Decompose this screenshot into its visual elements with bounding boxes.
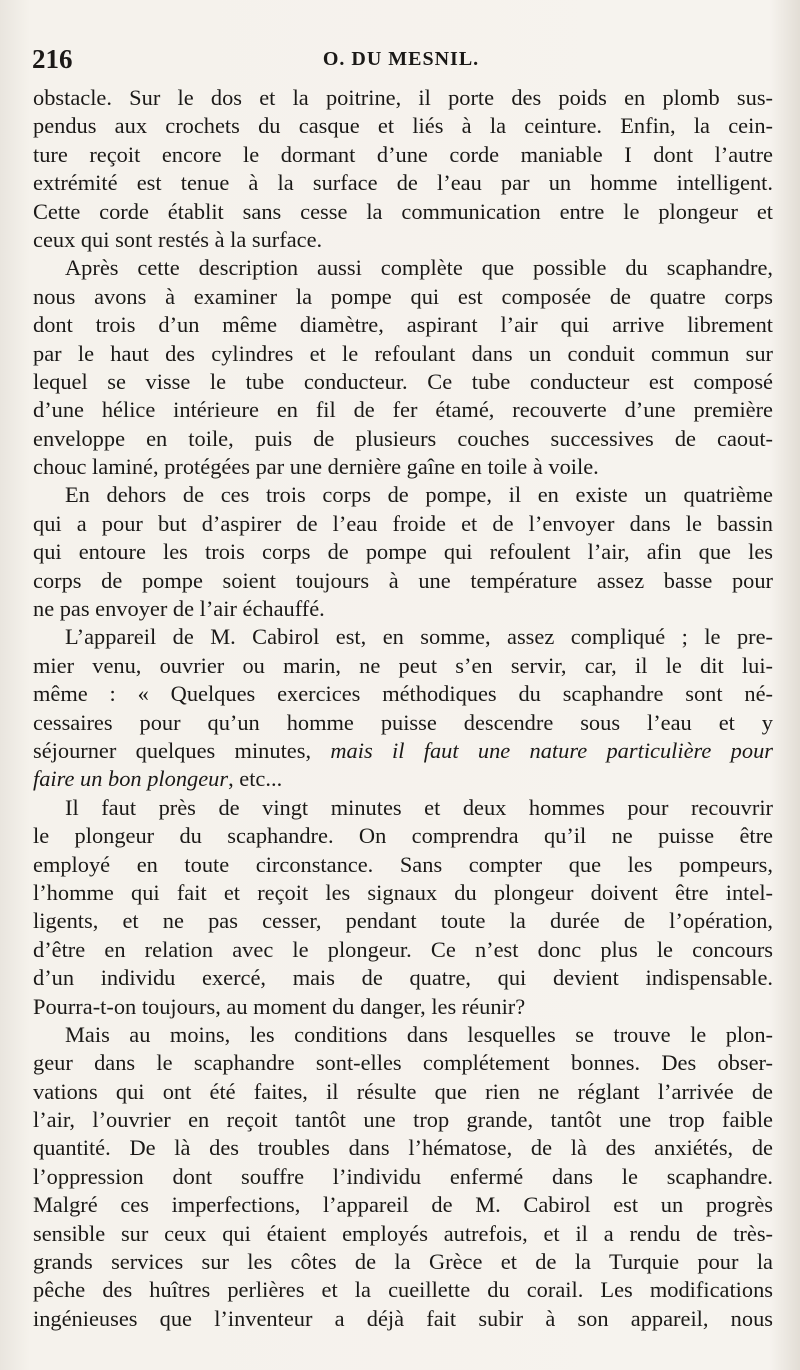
line-text: même : « Quelques exercices méthodiques du scaphandre sont né- bbox=[33, 681, 773, 707]
line-text: Cette corde établit sans cesse la communication entre le plongeur et bbox=[33, 198, 773, 224]
text-line bbox=[33, 226, 773, 254]
line-text: séjourner quelques minutes, bbox=[33, 737, 331, 763]
text-line bbox=[33, 538, 773, 566]
text-line bbox=[33, 595, 773, 623]
text-line bbox=[33, 1106, 773, 1134]
line-text: dont trois d’un même diamètre, aspirant l’air qui arrive librement bbox=[33, 312, 773, 338]
text-line bbox=[33, 481, 773, 509]
text-line bbox=[33, 425, 773, 453]
line-text: le plongeur du scaphandre. On comprendra qu’il ne puisse être bbox=[33, 823, 773, 849]
text-line bbox=[33, 84, 773, 112]
line-text: qui a pour but d’aspirer de l’eau froide et de l’envoyer dans le bassin bbox=[33, 510, 773, 536]
line-text: lequel se visse le tube conducteur. Ce tube conducteur est composé bbox=[33, 368, 773, 394]
text-line bbox=[33, 453, 773, 481]
line-text: En dehors de ces trois corps de pompe, il en existe un quatrième bbox=[65, 482, 773, 508]
text-line bbox=[33, 1021, 773, 1049]
text-line bbox=[33, 765, 773, 793]
line-text: vations qui ont été faites, il résulte que rien ne réglant l’arrivée de bbox=[33, 1078, 773, 1104]
text-line bbox=[33, 709, 773, 737]
page-header bbox=[32, 44, 770, 74]
line-text: d’un individu exercé, mais de quatre, qui devient indispensable. bbox=[33, 965, 773, 991]
line-text: ligents, et ne pas cesser, pendant toute la durée de l’opération, bbox=[33, 908, 773, 934]
text-line bbox=[33, 283, 773, 311]
running-head: O. DU MESNIL. bbox=[322, 48, 480, 70]
line-text: Malgré ces imperfections, l’appareil de M. Cabirol est un progrès bbox=[33, 1192, 773, 1218]
line-text: pendus aux crochets du casque et liés à la ceinture. Enfin, la cein- bbox=[33, 113, 773, 139]
text-line bbox=[33, 112, 773, 140]
text-line bbox=[33, 254, 773, 282]
line-text: grands services sur les côtes de la Grèce et de la Turquie pour la bbox=[33, 1249, 773, 1275]
line-after-text: , etc... bbox=[228, 766, 283, 792]
text-line bbox=[33, 1276, 773, 1304]
line-text: enveloppe en toile, puis de plusieurs couches successives de caout- bbox=[33, 425, 773, 451]
line-text: ture reçoit encore le dormant d’une corde maniable I dont l’autre bbox=[33, 141, 773, 167]
body-text bbox=[33, 84, 773, 1333]
line-text: quantité. De là des troubles dans l’hématose, de là des anxiétés, de bbox=[33, 1135, 773, 1161]
line-text: L’appareil de M. Cabirol est, en somme, assez compliqué ; le pre- bbox=[65, 624, 773, 650]
line-text: employé en toute circonstance. Sans compter que les pompeurs, bbox=[33, 851, 773, 877]
text-line bbox=[33, 879, 773, 907]
text-line bbox=[33, 993, 773, 1021]
text-line bbox=[33, 340, 773, 368]
line-text: Pourra-t-on toujours, au moment du danger, les réunir? bbox=[33, 993, 526, 1019]
text-line bbox=[33, 936, 773, 964]
line-text: d’une hélice intérieure en fil de fer étamé, recouverte d’une première bbox=[33, 397, 773, 423]
line-text: extrémité est tenue à la surface de l’eau par un homme intelligent. bbox=[33, 170, 773, 196]
line-text: cessaires pour qu’un homme puisse descendre sous l’eau et y bbox=[33, 709, 773, 735]
text-line bbox=[33, 794, 773, 822]
line-text: l’oppression dont souffre l’individu enfermé dans le scaphandre. bbox=[33, 1163, 773, 1189]
text-line bbox=[33, 1305, 773, 1333]
text-line bbox=[33, 1078, 773, 1106]
line-text: l’homme qui fait et reçoit les signaux du plongeur doivent être intel- bbox=[33, 879, 773, 905]
text-line bbox=[33, 368, 773, 396]
text-line bbox=[33, 1134, 773, 1162]
text-line bbox=[33, 396, 773, 424]
line-text: obstacle. Sur le dos et la poitrine, il porte des poids en plomb sus- bbox=[33, 85, 773, 110]
text-line bbox=[33, 652, 773, 680]
text-line bbox=[33, 907, 773, 935]
line-text: l’air, l’ouvrier en reçoit tantôt une trop grande, tantôt une trop faible bbox=[33, 1107, 773, 1133]
line-text: Mais au moins, les conditions dans lesquelles se trouve le plon- bbox=[65, 1021, 773, 1047]
line-text: Après cette description aussi complète que possible du scaphandre, bbox=[65, 255, 773, 281]
text-line bbox=[33, 964, 773, 992]
line-text: Il faut près de vingt minutes et deux hommes pour recouvrir bbox=[65, 794, 773, 820]
text-line bbox=[33, 851, 773, 879]
line-text: nous avons à examiner la pompe qui est composée de quatre corps bbox=[33, 283, 773, 309]
line-italic-text: faire un bon plongeur bbox=[33, 766, 229, 792]
text-line bbox=[33, 680, 773, 708]
text-line bbox=[33, 1220, 773, 1248]
line-text: ingénieuses que l’inventeur a déjà fait subir à son appareil, nous bbox=[33, 1305, 773, 1331]
text-line bbox=[33, 141, 773, 169]
line-italic-text: mais il faut une nature particulière pour bbox=[330, 737, 773, 763]
line-text: ceux qui sont restés à la surface. bbox=[33, 226, 323, 252]
text-line bbox=[33, 737, 773, 765]
line-text: mier venu, ouvrier ou marin, ne peut s’en servir, car, il le dit lui- bbox=[33, 652, 773, 678]
line-text: chouc laminé, protégées par une dernière gaîne en toile à voile. bbox=[33, 454, 599, 480]
text-line bbox=[33, 510, 773, 538]
text-line bbox=[33, 311, 773, 339]
text-line bbox=[33, 1049, 773, 1077]
text-line bbox=[33, 822, 773, 850]
line-text: qui entoure les trois corps de pompe qui refoulent l’air, afin que les bbox=[33, 539, 773, 565]
text-line bbox=[33, 198, 773, 226]
line-text: pêche des huîtres perlières et la cueillette du corail. Les modifications bbox=[33, 1277, 773, 1303]
line-text: d’être en relation avec le plongeur. Ce n’est donc plus le concours bbox=[33, 936, 773, 962]
text-line bbox=[33, 1191, 773, 1219]
line-text: sensible sur ceux qui étaient employés autrefois, et il a rendu de très- bbox=[33, 1220, 773, 1246]
text-line bbox=[33, 567, 773, 595]
line-text: geur dans le scaphandre sont-elles complétement bonnes. Des obser- bbox=[33, 1050, 773, 1076]
line-text: par le haut des cylindres et le refoulant dans un conduit commun sur bbox=[33, 340, 773, 366]
text-line bbox=[33, 169, 773, 197]
text-line bbox=[33, 623, 773, 651]
line-text: ne pas envoyer de l’air échauffé. bbox=[33, 596, 325, 622]
text-line bbox=[33, 1163, 773, 1191]
line-text: corps de pompe soient toujours à une température assez basse pour bbox=[33, 567, 773, 593]
page-number: 216 bbox=[32, 44, 73, 74]
text-line bbox=[33, 1248, 773, 1276]
